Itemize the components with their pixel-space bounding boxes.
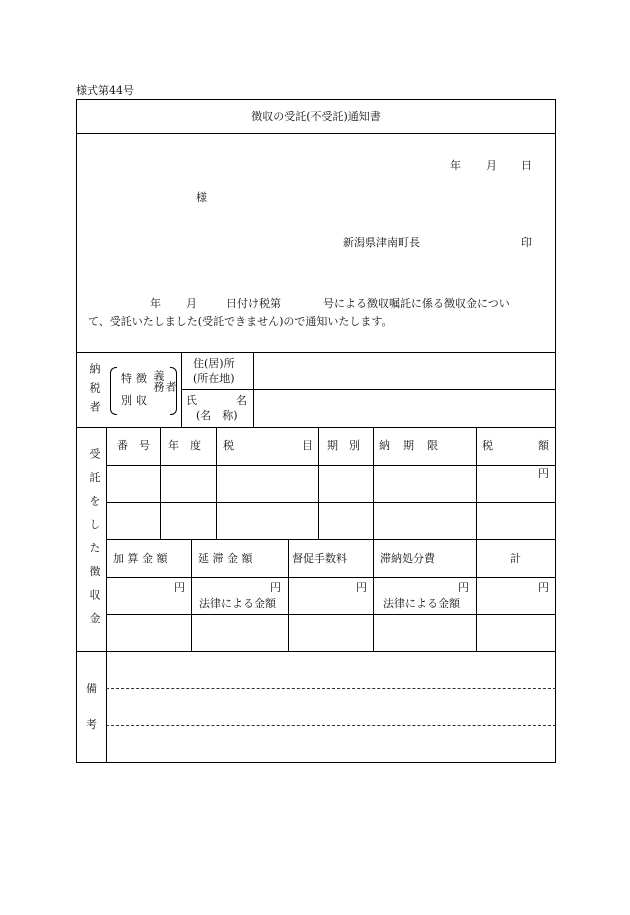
legal-amount-late-fee: 法律による金額	[199, 597, 276, 610]
table1-row-line	[106, 502, 556, 503]
t2-col-line4	[476, 539, 477, 651]
t1-col-line2	[216, 427, 217, 539]
legal-amount-disposition: 法律による金額	[383, 597, 460, 610]
t2-col-line3	[373, 539, 374, 651]
seal-mark: 印	[521, 236, 532, 249]
yen-unit-disposition: 円	[458, 581, 469, 594]
yen-unit-total: 円	[538, 581, 549, 594]
remarks-dashed-line2	[106, 725, 556, 726]
table1-bottom-line	[106, 539, 556, 540]
body-line2: て、受託いたしました(受託できません)ので通知いたします。	[88, 315, 393, 328]
header-year: 年 度	[168, 439, 201, 452]
header-tax-amount-a: 税	[482, 439, 493, 452]
table2-row-line	[106, 614, 556, 615]
sender-name: 新潟県津南町長	[343, 236, 420, 249]
obligor-side-text2: 者	[164, 381, 177, 392]
header-total: 計	[510, 552, 521, 565]
header-surcharge: 加 算 金 額	[113, 552, 168, 565]
date-year: 年	[450, 159, 461, 172]
name-sub-label: (名 称)	[196, 409, 238, 422]
t2-col-line1	[191, 539, 192, 651]
header-tax-item-b: 目	[302, 439, 313, 452]
obligor-bracket-left	[110, 367, 117, 415]
remarks-column-line	[106, 651, 107, 763]
header-deadline: 納 期 限	[379, 439, 439, 452]
yen-unit-tax: 円	[538, 467, 549, 480]
header-late-fee: 延 滞 金 額	[198, 552, 253, 565]
title-divider	[76, 133, 556, 134]
taxpayer-mid-line	[181, 389, 556, 390]
table2-header-line	[106, 577, 556, 578]
header-demand-fee: 督促手数料	[292, 552, 347, 565]
t1-col-line4	[373, 427, 374, 539]
form-title: 徴収の受託(不受託)通知書	[251, 110, 381, 123]
name-label-b: 名	[236, 394, 247, 407]
t2-col-line2	[288, 539, 289, 651]
header-period: 期 別	[327, 439, 360, 452]
address-label: 住(居)所	[193, 357, 235, 370]
t1-col-line3	[318, 427, 319, 539]
body-year: 年	[150, 297, 161, 310]
remarks-label-b: 考	[86, 718, 97, 731]
header-number: 番 号	[117, 439, 150, 452]
header-disposition-cost: 滞納処分費	[380, 552, 435, 565]
body-dated-tax: 日付け税第	[226, 297, 281, 310]
remarks-dashed-line1	[106, 688, 556, 689]
date-month: 月	[486, 159, 497, 172]
body-line1-rest: 号による徴収嘱託に係る徴収金につい	[323, 297, 510, 310]
remarks-label-a: 備	[86, 682, 97, 695]
obligor-side-text1: 義務	[152, 370, 165, 392]
taxpayer-label: 納税者	[88, 363, 101, 420]
yen-unit-surcharge: 円	[174, 581, 185, 594]
t1-col-line1	[160, 427, 161, 539]
taxpayer-top-line	[76, 352, 556, 353]
collection-top-line	[76, 427, 556, 428]
table2-bottom-line	[76, 651, 556, 652]
table1-header-line	[106, 465, 556, 466]
t1-col-line5	[476, 427, 477, 539]
name-label-a: 氏	[186, 394, 197, 407]
header-tax-item-a: 税	[223, 439, 234, 452]
collection-side-label: 受託をした徴収金	[88, 448, 101, 636]
body-month: 月	[186, 297, 197, 310]
header-tax-amount-b: 額	[538, 439, 549, 452]
addressee-suffix: 様	[196, 191, 207, 204]
date-day: 日	[521, 159, 532, 172]
address-sub-label: (所在地)	[193, 372, 235, 385]
yen-unit-late-fee: 円	[270, 581, 281, 594]
obligor-bottom-text: 別収	[121, 394, 151, 407]
form-frame	[76, 99, 556, 763]
yen-unit-demand-fee: 円	[356, 581, 367, 594]
obligor-top-text: 特徴	[121, 372, 151, 385]
obligor-bracket-right	[170, 367, 177, 415]
form-number: 様式第44号	[76, 84, 134, 97]
